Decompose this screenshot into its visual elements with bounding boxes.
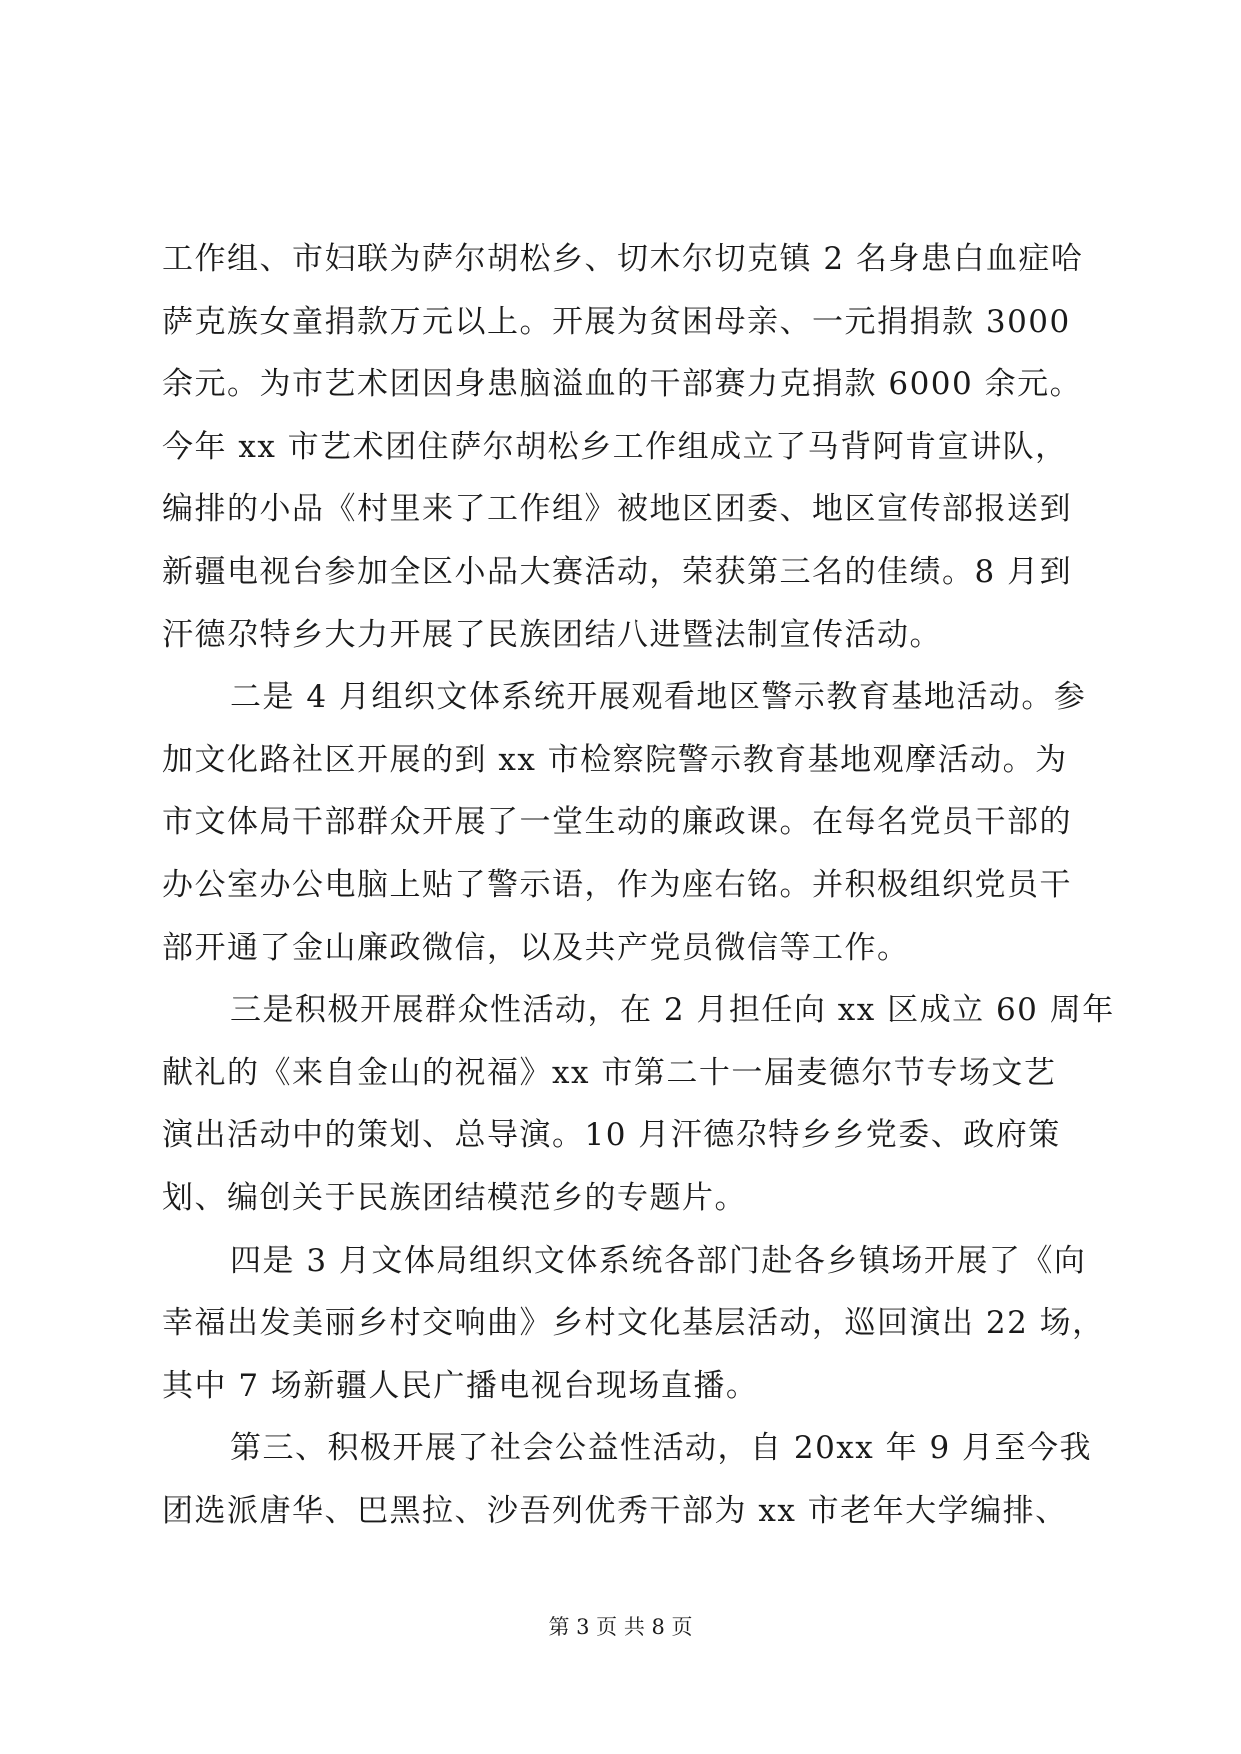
text-line: 第三、积极开展了社会公益性活动，自 20xx 年 9 月至今我 xyxy=(230,1430,1093,1467)
text-line: 部开通了金山廉政微信，以及共产党员微信等工作。 xyxy=(162,929,910,966)
text-line: 团选派唐华、巴黑拉、沙吾列优秀干部为 xx 市老年大学编排、 xyxy=(162,1492,1068,1529)
document-body xyxy=(162,228,1115,1542)
text-line: 汗德尕特乡大力开展了民族团结八进暨法制宣传活动。 xyxy=(162,616,942,653)
text-line: 献礼的《来自金山的祝福》xx 市第二十一届麦德尔节专场文艺 xyxy=(162,1054,1057,1091)
page-footer: 第 3 页 共 8 页 xyxy=(548,1615,693,1639)
text-line: 今年 xx 市艺术团住萨尔胡松乡工作组成立了马背阿肯宣讲队， xyxy=(162,428,1068,465)
text-line: 新疆电视台参加全区小品大赛活动，荣获第三名的佳绩。8 月到 xyxy=(162,553,1073,590)
text-line: 萨克族女童捐款万元以上。开展为贫困母亲、一元捐捐款 3000 xyxy=(162,303,1071,340)
text-line: 余元。为市艺术团因身患脑溢血的干部赛力克捐款 6000 余元。 xyxy=(162,366,1083,403)
text-line: 二是 4 月组织文体系统开展观看地区警示教育基地活动。参 xyxy=(230,679,1087,716)
text-line: 其中 7 场新疆人民广播电视台现场直播。 xyxy=(162,1367,759,1404)
text-line: 三是积极开展群众性活动，在 2 月担任向 xx 区成立 60 周年 xyxy=(230,992,1115,1029)
text-line: 市文体局干部群众开展了一堂生动的廉政课。在每名党员干部的 xyxy=(162,804,1072,841)
text-line: 演出活动中的策划、总导演。10 月汗德尕特乡乡党委、政府策 xyxy=(162,1117,1061,1154)
text-line: 办公室办公电脑上贴了警示语，作为座右铭。并积极组织党员干 xyxy=(162,866,1072,903)
text-line: 划、编创关于民族团结模范乡的专题片。 xyxy=(162,1179,747,1216)
text-line: 编排的小品《村里来了工作组》被地区团委、地区宣传部报送到 xyxy=(162,491,1072,528)
text-line: 幸福出发美丽乡村交响曲》乡村文化基层活动，巡回演出 22 场， xyxy=(162,1305,1105,1342)
text-line: 四是 3 月文体局组织文体系统各部门赴各乡镇场开展了《向 xyxy=(230,1242,1087,1279)
text-line: 工作组、市妇联为萨尔胡松乡、切木尔切克镇 2 名身患白血症哈 xyxy=(162,241,1084,277)
text-line: 加文化路社区开展的到 xx 市检察院警示教育基地观摩活动。为 xyxy=(162,741,1068,778)
